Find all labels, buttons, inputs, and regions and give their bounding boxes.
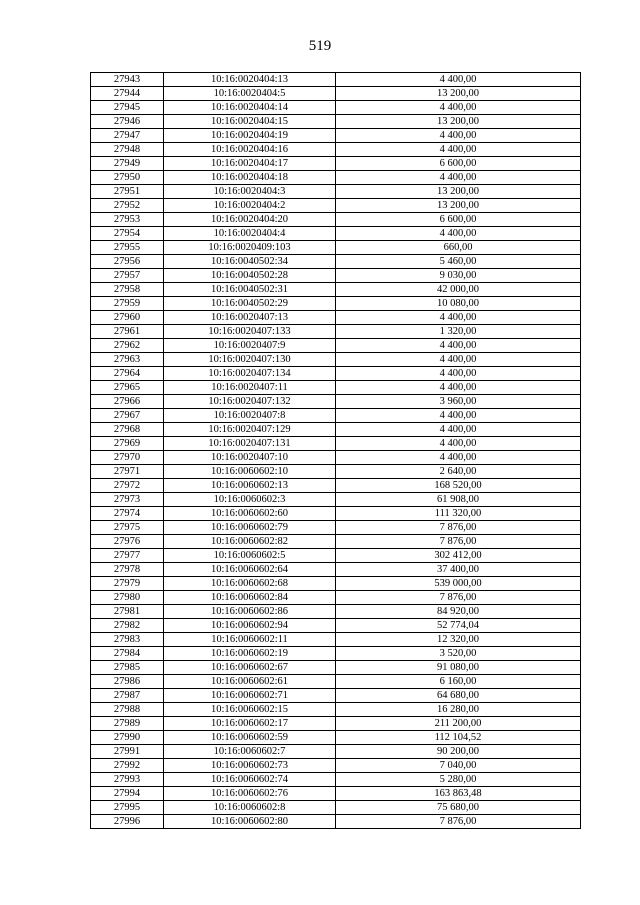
cadastral-number-cell: 10:16:0060602:80 (164, 815, 336, 829)
table-row (91, 535, 581, 549)
value-cell: 64 680,00 (336, 689, 581, 703)
cadastral-number-cell: 10:16:0020407:10 (164, 451, 336, 465)
cadastral-number-cell: 10:16:0020407:13 (164, 311, 336, 325)
cadastral-number-cell: 10:16:0060602:76 (164, 787, 336, 801)
row-number-cell: 27989 (91, 717, 164, 731)
row-number-cell: 27943 (91, 73, 164, 87)
value-cell: 4 400,00 (336, 381, 581, 395)
value-cell: 10 080,00 (336, 297, 581, 311)
cadastral-number-cell: 10:16:0060602:68 (164, 577, 336, 591)
table-row (91, 619, 581, 633)
value-cell: 7 876,00 (336, 591, 581, 605)
row-number-cell: 27978 (91, 563, 164, 577)
cadastral-number-cell: 10:16:0060602:67 (164, 661, 336, 675)
table-row (91, 815, 581, 829)
row-number-cell: 27967 (91, 409, 164, 423)
row-number-cell: 27968 (91, 423, 164, 437)
table-row (91, 647, 581, 661)
cadastral-number-cell: 10:16:0020407:131 (164, 437, 336, 451)
row-number-cell: 27947 (91, 129, 164, 143)
table-row (91, 171, 581, 185)
value-cell: 4 400,00 (336, 409, 581, 423)
value-cell: 111 320,00 (336, 507, 581, 521)
table-row (91, 129, 581, 143)
cadastral-number-cell: 10:16:0020404:3 (164, 185, 336, 199)
table-row (91, 787, 581, 801)
row-number-cell: 27961 (91, 325, 164, 339)
table-row (91, 633, 581, 647)
cadastral-number-cell: 10:16:0060602:73 (164, 759, 336, 773)
value-cell: 42 000,00 (336, 283, 581, 297)
table-row (91, 241, 581, 255)
row-number-cell: 27991 (91, 745, 164, 759)
table-row (91, 101, 581, 115)
value-cell: 13 200,00 (336, 87, 581, 101)
value-cell: 3 520,00 (336, 647, 581, 661)
value-cell: 4 400,00 (336, 451, 581, 465)
value-cell: 4 400,00 (336, 227, 581, 241)
table-row (91, 661, 581, 675)
table-row (91, 773, 581, 787)
row-number-cell: 27962 (91, 339, 164, 353)
cadastral-number-cell: 10:16:0060602:7 (164, 745, 336, 759)
row-number-cell: 27949 (91, 157, 164, 171)
cadastral-number-cell: 10:16:0060602:10 (164, 465, 336, 479)
cadastral-number-cell: 10:16:0060602:3 (164, 493, 336, 507)
table-row (91, 423, 581, 437)
row-number-cell: 27951 (91, 185, 164, 199)
cadastral-number-cell: 10:16:0020407:11 (164, 381, 336, 395)
value-cell: 1 320,00 (336, 325, 581, 339)
value-cell: 12 320,00 (336, 633, 581, 647)
value-cell: 13 200,00 (336, 185, 581, 199)
value-cell: 302 412,00 (336, 549, 581, 563)
row-number-cell: 27965 (91, 381, 164, 395)
row-number-cell: 27944 (91, 87, 164, 101)
value-cell: 4 400,00 (336, 73, 581, 87)
value-cell: 7 040,00 (336, 759, 581, 773)
row-number-cell: 27985 (91, 661, 164, 675)
value-cell: 4 400,00 (336, 353, 581, 367)
cadastral-number-cell: 10:16:0020407:134 (164, 367, 336, 381)
cadastral-number-cell: 10:16:0040502:31 (164, 283, 336, 297)
row-number-cell: 27950 (91, 171, 164, 185)
cadastral-number-cell: 10:16:0020407:132 (164, 395, 336, 409)
cadastral-number-cell: 10:16:0060602:71 (164, 689, 336, 703)
table-row (91, 731, 581, 745)
row-number-cell: 27956 (91, 255, 164, 269)
table-row (91, 339, 581, 353)
cadastral-number-cell: 10:16:0020404:18 (164, 171, 336, 185)
table-row (91, 451, 581, 465)
table-row (91, 689, 581, 703)
cadastral-number-cell: 10:16:0060602:13 (164, 479, 336, 493)
value-cell: 211 200,00 (336, 717, 581, 731)
table-row (91, 549, 581, 563)
cadastral-number-cell: 10:16:0040502:34 (164, 255, 336, 269)
row-number-cell: 27993 (91, 773, 164, 787)
value-cell: 4 400,00 (336, 367, 581, 381)
row-number-cell: 27984 (91, 647, 164, 661)
row-number-cell: 27945 (91, 101, 164, 115)
row-number-cell: 27995 (91, 801, 164, 815)
page-number: 519 (308, 38, 332, 54)
row-number-cell: 27990 (91, 731, 164, 745)
table-row (91, 395, 581, 409)
value-cell: 52 774,04 (336, 619, 581, 633)
value-cell: 6 160,00 (336, 675, 581, 689)
row-number-cell: 27963 (91, 353, 164, 367)
table-row (91, 157, 581, 171)
value-cell: 4 400,00 (336, 339, 581, 353)
row-number-cell: 27982 (91, 619, 164, 633)
row-number-cell: 27958 (91, 283, 164, 297)
value-cell: 4 400,00 (336, 437, 581, 451)
row-number-cell: 27980 (91, 591, 164, 605)
value-cell: 61 908,00 (336, 493, 581, 507)
table-row (91, 213, 581, 227)
row-number-cell: 27973 (91, 493, 164, 507)
cadastral-number-cell: 10:16:0020404:14 (164, 101, 336, 115)
value-cell: 9 030,00 (336, 269, 581, 283)
value-cell: 4 400,00 (336, 423, 581, 437)
value-cell: 7 876,00 (336, 521, 581, 535)
cadastral-number-cell: 10:16:0020407:129 (164, 423, 336, 437)
table-row (91, 73, 581, 87)
value-cell: 7 876,00 (336, 535, 581, 549)
row-number-cell: 27986 (91, 675, 164, 689)
value-cell: 6 600,00 (336, 157, 581, 171)
row-number-cell: 27972 (91, 479, 164, 493)
value-cell: 13 200,00 (336, 115, 581, 129)
row-number-cell: 27957 (91, 269, 164, 283)
table-row (91, 521, 581, 535)
value-cell: 4 400,00 (336, 101, 581, 115)
row-number-cell: 27966 (91, 395, 164, 409)
value-cell: 4 400,00 (336, 311, 581, 325)
cadastral-number-cell: 10:16:0020407:133 (164, 325, 336, 339)
cadastral-value-table (90, 72, 581, 829)
cadastral-number-cell: 10:16:0060602:79 (164, 521, 336, 535)
cadastral-number-cell: 10:16:0020407:130 (164, 353, 336, 367)
table-row (91, 227, 581, 241)
cadastral-number-cell: 10:16:0020404:15 (164, 115, 336, 129)
value-cell: 91 080,00 (336, 661, 581, 675)
table-row (91, 675, 581, 689)
cadastral-number-cell: 10:16:0020404:16 (164, 143, 336, 157)
table-row (91, 563, 581, 577)
cadastral-number-cell: 10:16:0020404:13 (164, 73, 336, 87)
cadastral-number-cell: 10:16:0020404:20 (164, 213, 336, 227)
row-number-cell: 27959 (91, 297, 164, 311)
value-cell: 6 600,00 (336, 213, 581, 227)
table-row (91, 255, 581, 269)
value-cell: 3 960,00 (336, 395, 581, 409)
cadastral-number-cell: 10:16:0020404:17 (164, 157, 336, 171)
row-number-cell: 27960 (91, 311, 164, 325)
row-number-cell: 27969 (91, 437, 164, 451)
cadastral-number-cell: 10:16:0060602:60 (164, 507, 336, 521)
row-number-cell: 27954 (91, 227, 164, 241)
value-cell: 13 200,00 (336, 199, 581, 213)
row-number-cell: 27976 (91, 535, 164, 549)
row-number-cell: 27952 (91, 199, 164, 213)
row-number-cell: 27987 (91, 689, 164, 703)
cadastral-number-cell: 10:16:0020404:19 (164, 129, 336, 143)
row-number-cell: 27977 (91, 549, 164, 563)
row-number-cell: 27994 (91, 787, 164, 801)
row-number-cell: 27996 (91, 815, 164, 829)
table-row (91, 115, 581, 129)
table-row (91, 745, 581, 759)
table-row (91, 493, 581, 507)
row-number-cell: 27988 (91, 703, 164, 717)
cadastral-number-cell: 10:16:0060602:94 (164, 619, 336, 633)
value-cell: 7 876,00 (336, 815, 581, 829)
row-number-cell: 27953 (91, 213, 164, 227)
value-cell: 90 200,00 (336, 745, 581, 759)
cadastral-number-cell: 10:16:0060602:59 (164, 731, 336, 745)
table-row (91, 353, 581, 367)
table-body (91, 73, 581, 829)
cadastral-number-cell: 10:16:0020404:2 (164, 199, 336, 213)
value-cell: 4 400,00 (336, 129, 581, 143)
table-row (91, 479, 581, 493)
cadastral-number-cell: 10:16:0060602:17 (164, 717, 336, 731)
cadastral-number-cell: 10:16:0060602:15 (164, 703, 336, 717)
table-row (91, 437, 581, 451)
table-row (91, 367, 581, 381)
row-number-cell: 27979 (91, 577, 164, 591)
table-row (91, 577, 581, 591)
cadastral-number-cell: 10:16:0060602:5 (164, 549, 336, 563)
table-row (91, 297, 581, 311)
table-row (91, 283, 581, 297)
value-cell: 4 400,00 (336, 143, 581, 157)
table-row (91, 507, 581, 521)
value-cell: 5 280,00 (336, 773, 581, 787)
table-row (91, 801, 581, 815)
row-number-cell: 27981 (91, 605, 164, 619)
row-number-cell: 27974 (91, 507, 164, 521)
table-row (91, 87, 581, 101)
value-cell: 84 920,00 (336, 605, 581, 619)
value-cell: 2 640,00 (336, 465, 581, 479)
table-row (91, 143, 581, 157)
row-number-cell: 27955 (91, 241, 164, 255)
table-row (91, 605, 581, 619)
value-cell: 5 460,00 (336, 255, 581, 269)
row-number-cell: 27992 (91, 759, 164, 773)
cadastral-number-cell: 10:16:0060602:8 (164, 801, 336, 815)
row-number-cell: 27971 (91, 465, 164, 479)
table-row (91, 759, 581, 773)
cadastral-number-cell: 10:16:0060602:82 (164, 535, 336, 549)
table-row (91, 269, 581, 283)
table-row (91, 311, 581, 325)
row-number-cell: 27964 (91, 367, 164, 381)
value-cell: 163 863,48 (336, 787, 581, 801)
table-row (91, 703, 581, 717)
cadastral-number-cell: 10:16:0040502:29 (164, 297, 336, 311)
value-cell: 4 400,00 (336, 171, 581, 185)
cadastral-number-cell: 10:16:0060602:74 (164, 773, 336, 787)
value-cell: 660,00 (336, 241, 581, 255)
cadastral-number-cell: 10:16:0060602:11 (164, 633, 336, 647)
table-row (91, 381, 581, 395)
value-cell: 37 400,00 (336, 563, 581, 577)
table-row (91, 591, 581, 605)
table-row (91, 409, 581, 423)
cadastral-number-cell: 10:16:0060602:61 (164, 675, 336, 689)
value-cell: 168 520,00 (336, 479, 581, 493)
cadastral-number-cell: 10:16:0020404:4 (164, 227, 336, 241)
value-cell: 112 104,52 (336, 731, 581, 745)
table-row (91, 465, 581, 479)
table-row (91, 717, 581, 731)
row-number-cell: 27970 (91, 451, 164, 465)
cadastral-number-cell: 10:16:0060602:19 (164, 647, 336, 661)
table-row (91, 185, 581, 199)
row-number-cell: 27983 (91, 633, 164, 647)
table-row (91, 325, 581, 339)
value-cell: 75 680,00 (336, 801, 581, 815)
row-number-cell: 27948 (91, 143, 164, 157)
cadastral-number-cell: 10:16:0060602:86 (164, 605, 336, 619)
cadastral-number-cell: 10:16:0020407:8 (164, 409, 336, 423)
cadastral-number-cell: 10:16:0040502:28 (164, 269, 336, 283)
cadastral-number-cell: 10:16:0020407:9 (164, 339, 336, 353)
cadastral-number-cell: 10:16:0060602:64 (164, 563, 336, 577)
table-row (91, 199, 581, 213)
cadastral-number-cell: 10:16:0020404:5 (164, 87, 336, 101)
cadastral-number-cell: 10:16:0060602:84 (164, 591, 336, 605)
cadastral-number-cell: 10:16:0020409:103 (164, 241, 336, 255)
row-number-cell: 27975 (91, 521, 164, 535)
value-cell: 539 000,00 (336, 577, 581, 591)
value-cell: 16 280,00 (336, 703, 581, 717)
row-number-cell: 27946 (91, 115, 164, 129)
